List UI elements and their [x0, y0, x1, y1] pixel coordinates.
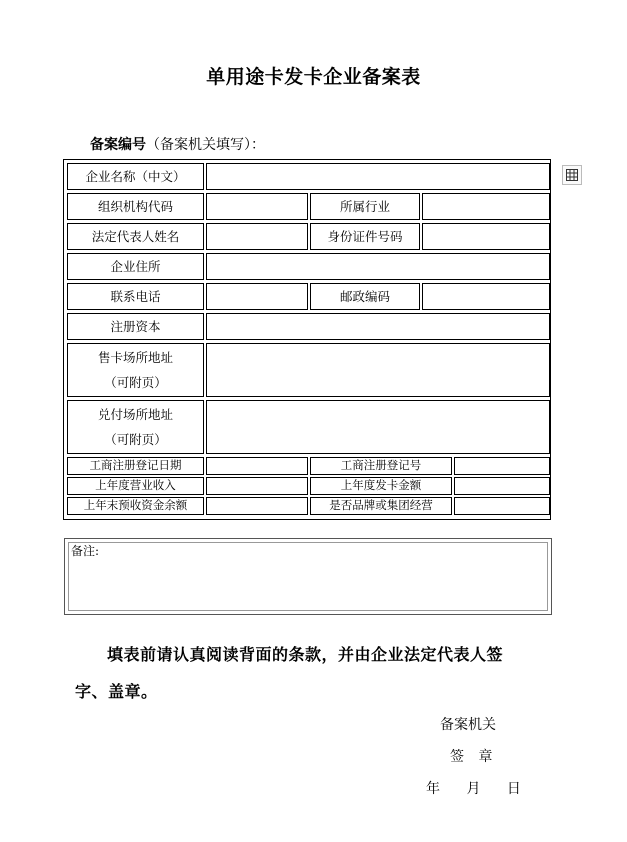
issue-amount-field[interactable] — [454, 477, 550, 495]
label-industry: 所属行业 — [310, 193, 420, 220]
reg-no-field[interactable] — [454, 457, 550, 475]
label-company-name: 企业名称（中文） — [67, 163, 204, 190]
org-code-field[interactable] — [206, 193, 308, 220]
label-legal-rep: 法定代表人姓名 — [67, 223, 204, 250]
form-title: 单用途卡发卡企业备案表 — [206, 66, 421, 88]
registration-number-note: （备案机关填写）： — [146, 137, 265, 153]
label-postcode: 邮政编码 — [310, 283, 420, 310]
table-grid-icon — [566, 169, 578, 181]
label-prepaid-balance: 上年末预收资金余额 — [67, 497, 204, 515]
label-address: 企业住所 — [67, 253, 204, 280]
sale-address-text: 售卡场所地址 — [97, 350, 173, 365]
reg-date-field[interactable] — [206, 457, 308, 475]
capital-field[interactable] — [206, 313, 550, 340]
address-field[interactable] — [206, 253, 550, 280]
label-brand-group: 是否品牌或集团经营 — [310, 497, 452, 515]
brand-group-field[interactable] — [454, 497, 550, 515]
company-name-field[interactable] — [206, 163, 550, 190]
registration-number-line — [90, 134, 265, 154]
remarks-label: 备注: — [71, 544, 100, 558]
id-number-field[interactable] — [422, 223, 550, 250]
sale-address-field[interactable] — [206, 343, 550, 397]
remarks-box[interactable] — [64, 538, 552, 615]
instruction-line-2: 字、盖章。 — [75, 682, 158, 701]
prepaid-balance-field[interactable] — [206, 497, 308, 515]
label-issue-amount: 上年度发卡金额 — [310, 477, 452, 495]
sale-address-note: （可附页） — [104, 375, 167, 390]
label-reg-no: 工商注册登记号 — [310, 457, 452, 475]
postcode-field[interactable] — [422, 283, 550, 310]
registration-table — [63, 159, 551, 520]
label-id-number: 身份证件号码 — [310, 223, 420, 250]
label-reg-date: 工商注册登记日期 — [67, 457, 204, 475]
label-org-code: 组织机构代码 — [67, 193, 204, 220]
label-phone: 联系电话 — [67, 283, 204, 310]
legal-rep-field[interactable] — [206, 223, 308, 250]
redeem-address-note: （可附页） — [104, 432, 167, 447]
label-redeem-address — [67, 400, 204, 454]
label-revenue: 上年度营业收入 — [67, 477, 204, 495]
revenue-field[interactable] — [206, 477, 308, 495]
phone-field[interactable] — [206, 283, 308, 310]
registration-number-label: 备案编号 — [90, 137, 146, 153]
remarks-inner-frame — [68, 542, 548, 611]
filing-authority-label: 备案机关 — [440, 717, 496, 733]
instruction-line-1: 填表前请认真阅读背面的条款，并由企业法定代表人签 — [107, 645, 504, 664]
date-label: 年 月 日 — [426, 781, 521, 797]
signature-seal-label: 签 章 — [450, 749, 493, 765]
industry-field[interactable] — [422, 193, 550, 220]
label-sale-address — [67, 343, 204, 397]
redeem-address-field[interactable] — [206, 400, 550, 454]
redeem-address-text: 兑付场所地址 — [97, 407, 173, 422]
table-icon[interactable] — [562, 165, 582, 185]
label-capital: 注册资本 — [67, 313, 204, 340]
